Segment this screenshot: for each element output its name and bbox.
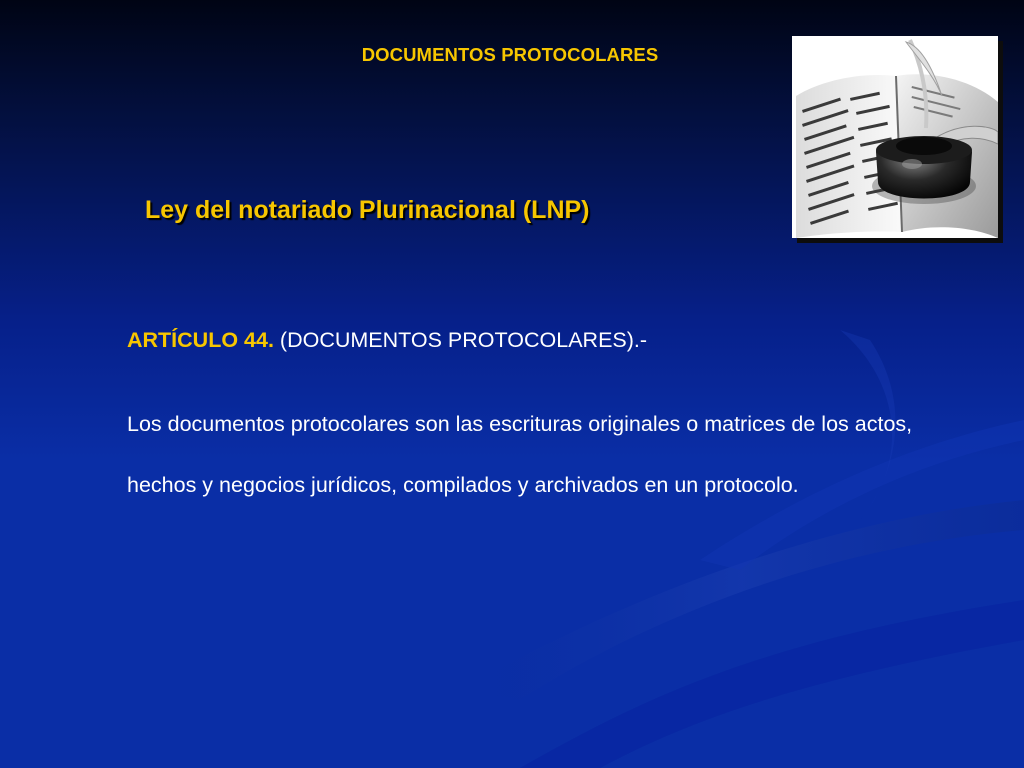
page-title: DOCUMENTOS PROTOCOLARES (361, 44, 659, 65)
quill-inkwell-book-icon (792, 36, 998, 238)
article-number: ARTÍCULO 44. (127, 328, 274, 352)
subtitle: Ley del notariado Plurinacional (LNP) (145, 196, 590, 224)
article-title: (DOCUMENTOS PROTOCOLARES).- (273, 328, 648, 352)
article-heading (127, 328, 647, 353)
article-body: Los documentos protocolares son las escrituras originales o matrices de los actos, hechos y negocios jurídicos, compilados y archivados en un protocolo. (127, 412, 913, 497)
